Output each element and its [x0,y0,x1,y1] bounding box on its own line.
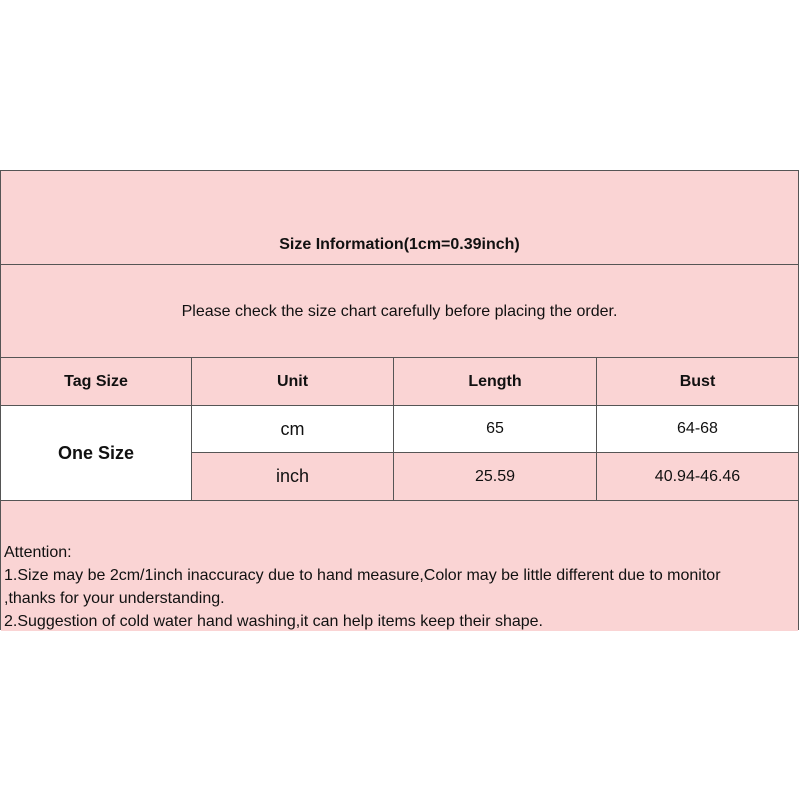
size-chart-note: Please check the size chart carefully before placing the order. [181,303,618,320]
title-row [1,171,798,265]
attention-line: 2.Suggestion of cold water hand washing,it can help items keep their shape. [4,613,543,630]
attention-line: ,thanks for your understanding. [4,590,225,607]
size-chart [0,170,799,630]
unit-cell: cm [192,406,394,453]
attention-section [1,501,798,631]
note-row [1,265,798,358]
header-bust: Bust [597,358,798,406]
bust-cell: 40.94-46.46 [597,453,798,501]
unit-cell: inch [192,453,394,501]
bust-cell: 64-68 [597,406,798,453]
tag-size-cell: One Size [1,406,192,501]
header-length: Length [394,358,597,406]
size-chart-title: Size Information(1cm=0.39inch) [279,236,520,253]
header-unit: Unit [192,358,394,406]
attention-line: 1.Size may be 2cm/1inch inaccuracy due to hand measure,Color may be little different due to monitor [4,567,721,584]
attention-heading: Attention: [4,544,72,561]
length-cell: 25.59 [394,453,597,501]
header-tag-size: Tag Size [1,358,192,406]
length-cell: 65 [394,406,597,453]
